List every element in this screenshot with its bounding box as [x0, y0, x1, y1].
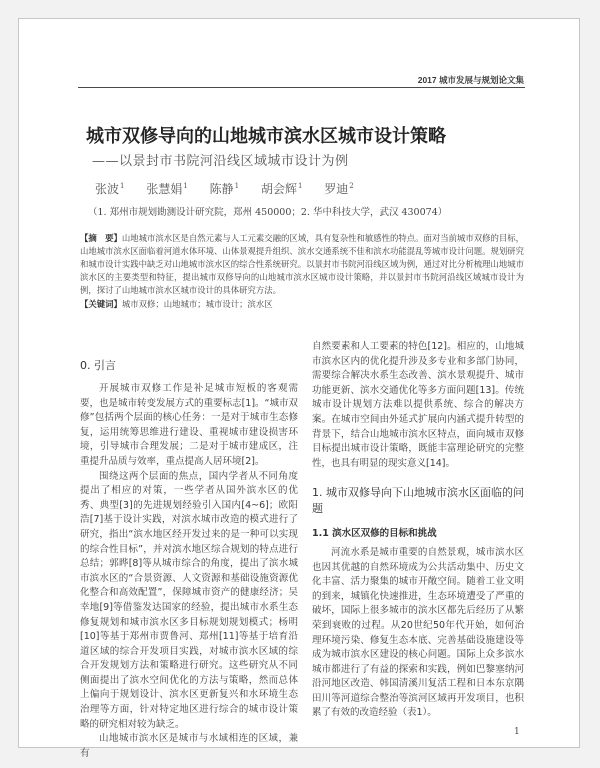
abstract-text: 山地城市滨水区是自然元素与人工元素交融的区域，具有复杂性和敏感性的特点。面对当前城市双修的目标，山地城市滨水区面临着河道水体环境、山体景观提升组织、滨水交通系统不佳和滨水功能混乱等城市设计问题。规划研究和城市设计实践中缺乏对山地城市滨水区的综合性系统研究。以景封市书院河沿线区域为例，通过对比分析梳理山地城市滨水区的主要类型和特征，提出城市双修导向的山地城市滨水区城市设计策略，并以景封市书院河沿线区域城市设计为例，探讨了山地城市滨水区城市设计的具体研究方法。: [80, 233, 524, 295]
author: [95, 182, 124, 196]
abstract: [80, 232, 524, 297]
author-name: 张波: [95, 182, 120, 196]
body-paragraph: 山地城市滨水区是城市与水域相连的区域，兼有: [80, 733, 298, 759]
section-heading-intro: 0. 引言: [80, 359, 116, 372]
right-column: [312, 340, 524, 719]
author-name: 胡会辉: [260, 182, 297, 196]
author: [210, 182, 239, 196]
subsection-heading-1-1: 1.1 滨水区双修的目标和挑战: [312, 528, 437, 540]
author-affiliation-mark: 1: [120, 182, 125, 190]
paper-title: 城市双修导向的山地城市滨水区城市设计策略: [86, 126, 446, 147]
author-affiliation-mark: 1: [234, 182, 240, 190]
author-name: 罗迪: [324, 182, 349, 196]
author-affiliation-mark: 1: [297, 182, 303, 190]
left-column: [80, 358, 298, 759]
author-name: 陈静: [209, 182, 234, 196]
author-affiliation-mark: 2: [349, 182, 354, 190]
author: [146, 182, 187, 196]
paper-subtitle: ——以景封市书院河沿线区域城市设计为例: [92, 154, 349, 169]
running-title: 2017 城市发展与规划论文集: [417, 75, 524, 85]
page-number: 1: [514, 727, 520, 737]
body-paragraph-continuation: 自然要素和人工要素的特色[12]。相应的，山地城市滨水区内的优化提升涉及多专业和多部门协同，需要综合解决水系生态改善、滨水景观提升、城市功能更新、滨水交通优化等多方面问题[13]。传统城市设计规划方法难以提供系统、综合的解决方案。在城市空间由外延式扩展向内涵式提升转型的背景下，结合山地城市滨水区特点，面向城市双修目标提出城市设计策略，既能丰富理论研究的完整性，也具有明显的现实意义[14]。: [312, 341, 524, 469]
affiliation: （1. 郑州市规划勘测设计研究院，郑州 450000；2. 华中科技大学，武汉 430074）: [88, 207, 448, 218]
keywords-text: 城市双修；山地城市；城市设计；滨水区: [121, 299, 273, 309]
body-paragraph: 河流水系是城市重要的自然景观，城市滨水区也因其优越的自然环境成为公共活动集中、历史文化丰富、活力聚集的城市开敞空间。随着工业文明的到来，城镇化快速推进，生态环境遭受了严重的破坏，国际上很多城市的滨水区都先后经历了从繁荣到衰败的过程。从20世纪50年代开始，如何治理环境污染、修复生态本底、完善基础设施建设等成为城市滨水区建设的核心问题。国际上众多滨水城市都进行了有益的探索和实践，例如巴黎塞纳河沿河地区改造、韩国清溪川复活工程和日本东京隅田川等河道综合整治等滨河区域再开发项目，也积累了有效的改造经验（表1）。: [312, 546, 524, 719]
author-name: 张慧娟: [146, 182, 183, 196]
author-affiliation-mark: 1: [183, 182, 188, 190]
author: [261, 182, 302, 196]
author: [324, 182, 353, 196]
header-rule: [78, 87, 525, 88]
keywords: [80, 298, 524, 310]
body-paragraph: 围绕这两个层面的焦点，国内学者从不同角度提出了相应的对策，一些学者从国外滨水区的优秀、典型[3]的先进规划经验引入国内[4~6]；欧阳浩[7]基于设计实践，对滨水城市改造的模式进行了研究，指出“滨水地区经开发过来的是一种可以实现的综合性目标”，并对滨水地区综合规划的特点进行总结；郭晔[8]等从城市综合的角度，提出了滨水城市滨水区的“合景资源、人文资源和基础设施资源优化整合和高效配置”，保障城市资产的健康经济；吴幸地[9]等借鉴发达国家的经验，提出城市水系生态修复规划和城市滨水区多目标规划规划模式；杨明[10]等基于郑州市贾鲁河、郑州[11]等基于培育沿道区域的综合开发项目实践，对城市滨水区域的综合开发规划方法和策略进行研究。这些研究从不同侧面提出了滨水空间优化的方法与策略，然而总体上偏向于规划设计、滨水区更新复兴和水环境生态治理等方面，针对特定地区进行综合的城市设计策略的研究相对较为缺乏。: [80, 470, 298, 730]
keywords-label: 【关键词】: [80, 299, 122, 309]
author-list: [95, 180, 372, 197]
abstract-label: 【摘 要】: [80, 233, 122, 243]
section-heading-1: 1. 城市双修导向下山地城市滨水区面临的问题: [312, 486, 524, 516]
body-paragraph: 开展城市双修工作是补足城市短板的客观需要，也是城市转变发展方式的重要标志[1]。“城市双修”包括两个层面的核心任务：一是对于城市生态修复，运用统筹思维进行建设、重视城市建设损害环境，引导城市合理发展；二是对于城市建成区，注重提升品质与效率，重点提高人居环境[2]。: [80, 383, 298, 467]
